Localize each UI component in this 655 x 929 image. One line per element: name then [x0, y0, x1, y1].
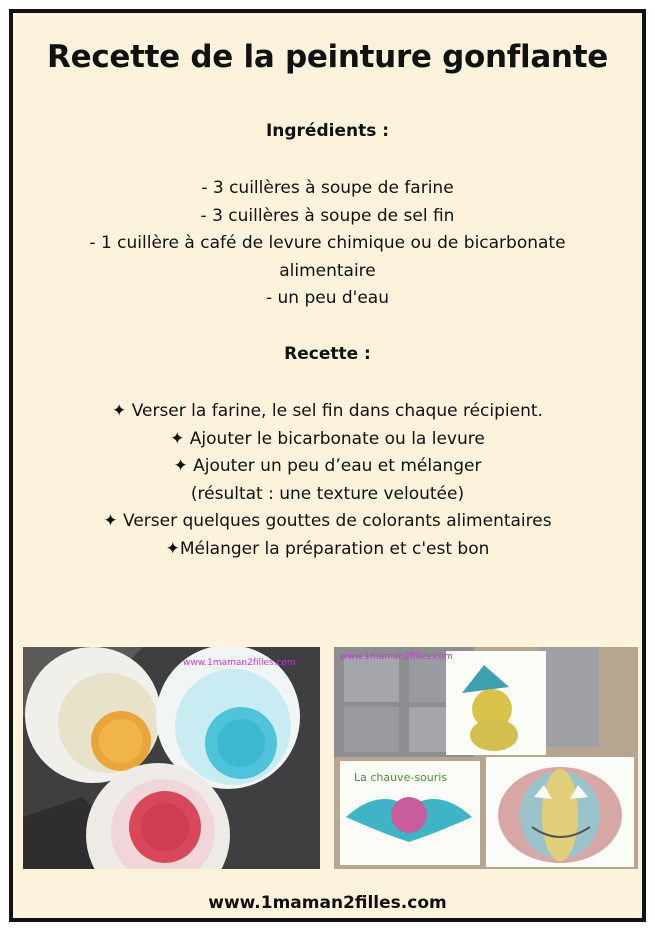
ingredient-line: - 1 cuillère à café de levure chimique ou de bicarbonate	[89, 233, 566, 253]
bat-drawing-caption: La chauve-souris	[354, 771, 448, 784]
recipe-step: ✦ Verser la farine, le sel fin dans chaque récipient.	[112, 401, 543, 421]
recipe-heading: Recette :	[284, 344, 371, 364]
recipe-step: (résultat : une texture veloutée)	[190, 483, 465, 504]
footer-website: www.1maman2filles.com	[208, 893, 447, 913]
ingredient-line: - 3 cuillères à soupe de farine	[201, 178, 454, 198]
recipe-step: ✦Mélanger la préparation et c'est bon	[165, 538, 490, 559]
recipe-step: ✦ Verser quelques gouttes de colorants alimentaires	[103, 511, 552, 531]
paint-cups-photo	[23, 647, 320, 869]
right-photo-watermark: www.1maman2filles.com	[340, 652, 453, 662]
page-title: Recette de la peinture gonflante	[47, 39, 608, 75]
recipe-step: ✦ Ajouter un peu d’eau et mélanger	[173, 456, 482, 476]
recipe-step: ✦ Ajouter le bicarbonate ou la levure	[170, 428, 485, 449]
left-photo-watermark: www.1maman2filles.com	[183, 658, 296, 668]
ingredients-heading: Ingrédients :	[265, 121, 390, 141]
recipe-steps	[53, 398, 602, 563]
ingredients-list	[53, 175, 602, 313]
puffy-drawings-photo	[334, 647, 638, 869]
ingredient-line: alimentaire	[279, 260, 376, 281]
ingredient-line: - un peu d'eau	[265, 288, 390, 308]
recipe-card	[9, 9, 646, 922]
ingredient-line: - 3 cuillères à soupe de sel fin	[200, 205, 455, 226]
